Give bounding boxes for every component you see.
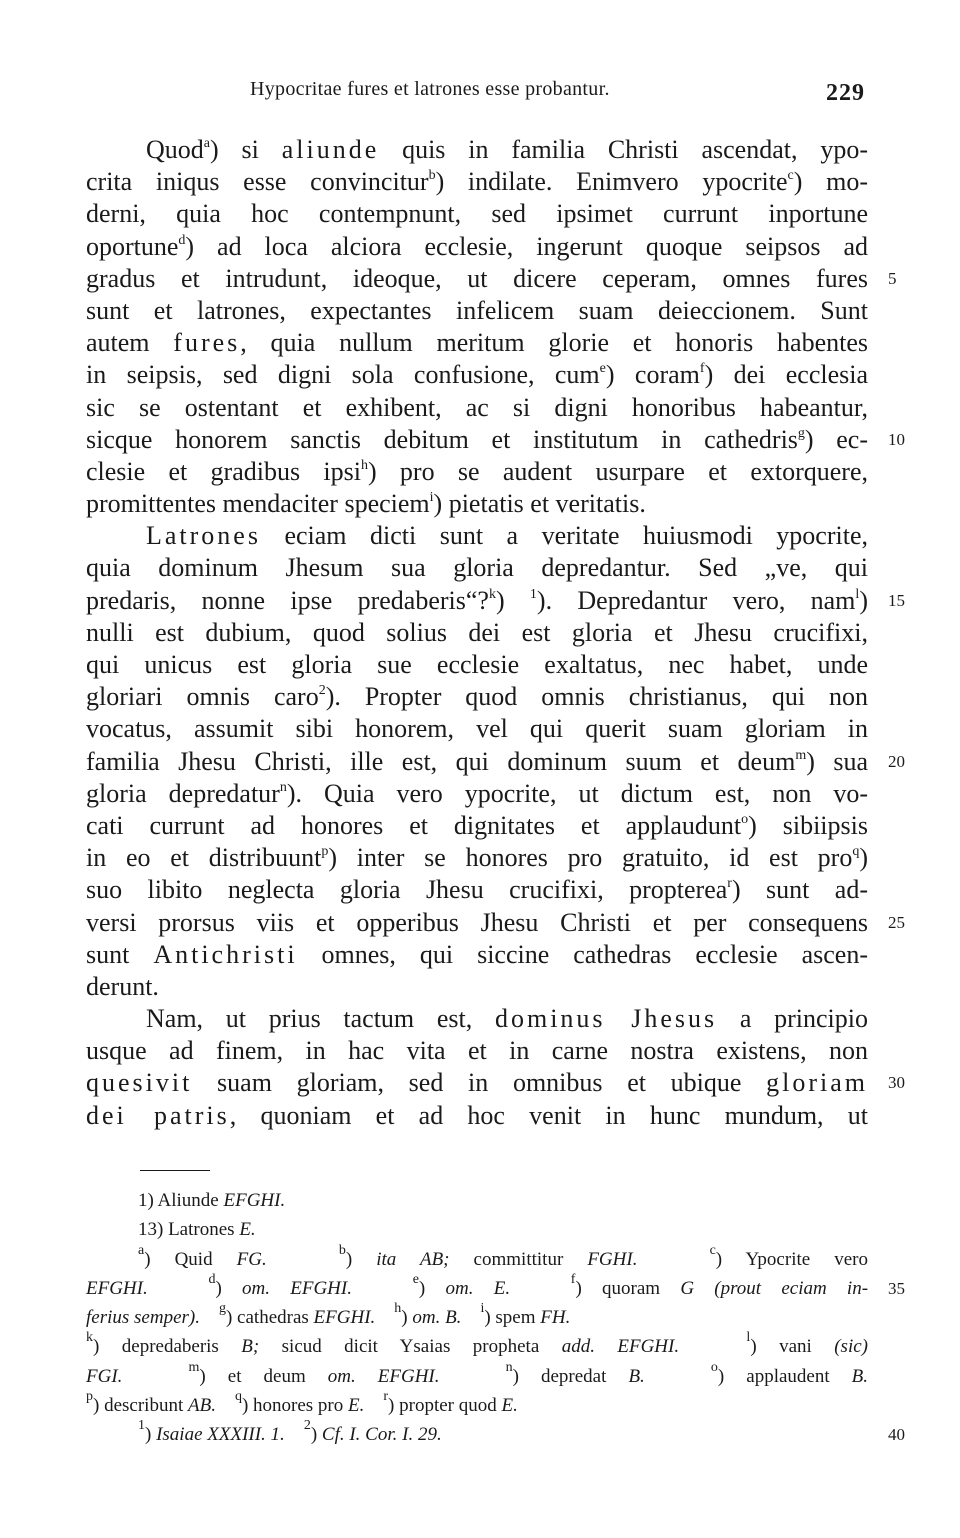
line-number: 25 — [888, 912, 905, 932]
text-line: derunt. — [86, 971, 159, 1001]
text-line: Quod$^a$) si aliunde quis in familia Christi ascendat, ypo- — [146, 135, 868, 164]
footnote-line: $^p$) describunt AB. $^q$) honores pro E. $^r$) propter quod E. — [86, 1389, 518, 1417]
text-line: sic se ostentant et exhibent, ac si digni honoribus habeantur, — [86, 392, 868, 422]
text-line: crita iniqus esse convincitur$^b$) indilate. Enimvero ypocrite$^c$) mo- — [86, 167, 868, 197]
text-line: Latrones eciam dicti sunt a veritate huiusmodi ypocrite, — [146, 521, 868, 551]
line-number: 10 — [888, 429, 905, 449]
footnote-rule — [140, 1170, 210, 1171]
footnote-line: 1) Aliunde EFGHI. — [138, 1190, 286, 1211]
line-number: 5 — [888, 268, 897, 288]
text-line: derni, quia hoc contempnunt, sed ipsimet currunt inportune — [86, 199, 868, 229]
text-line: Nam, ut prius tactum est, dominus Jhesus a principio — [146, 1004, 868, 1034]
text-line: suo libito neglecta gloria Jhesu crucifixi, propterea$^r$) sunt ad- — [86, 875, 868, 905]
footnote-line: FGI. $^m$) et deum om. EFGHI. $^n$) depredat B. $^o$) applaudent B. — [86, 1359, 869, 1387]
text-line: oportune$^d$) ad loca alciora ecclesie, ingerunt quoque seipsos ad — [86, 231, 868, 261]
footnote-line: $^a$) Quid FG. $^b$) ita AB; committitur FGHI. $^c$) Ypocrite vero — [138, 1242, 868, 1270]
footnote-line: $^1$) Isaiae XXXIII. 1. $^2$) Cf. I. Cor. I. 29. 40 — [86, 1420, 868, 1449]
text-line: sunt Antichristi omnes, qui siccine cathedras ecclesie ascen- — [86, 939, 868, 969]
text-line: quesivit suam gloriam, sed in omnibus et ubique gloriam 30 — [86, 1067, 868, 1099]
text-line: in seipsis, sed digni sola confusione, cum$^e$) coram$^f$) dei ecclesia — [86, 360, 869, 390]
text-line: gloriari omnis caro$^2$). Propter quod omnis christianus, qui non — [86, 682, 868, 712]
line-number: 30 — [888, 1073, 905, 1093]
text-line: vocatus, assumit sibi honorem, vel qui querit suam gloriam in — [86, 714, 868, 744]
running-title: Hypocritae fures et latrones esse probantur. — [250, 78, 610, 100]
main-text — [86, 134, 905, 1132]
text-line: autem fures, quia nullum meritum glorie et honoris habentes — [86, 328, 868, 358]
footnotes — [86, 1186, 905, 1450]
text-line: gradus et intrudunt, ideoque, ut dicere ceperam, omnes fures 5 — [86, 263, 868, 295]
footnote-line: $^k$) depredaberis B; sicud dicit Ysaias propheta add. EFGHI. $^l$) vani (sic) — [86, 1330, 868, 1358]
text-line: sicque honorem sanctis debitum et institutum in cathedris$^g$) ec- 10 — [86, 424, 868, 456]
text-line: predaris, nonne ipse predaberis“?$^k$) $^1$). Depredantur vero, nam$^l$) 15 — [86, 585, 868, 617]
text-line: sunt et latrones, expectantes infelicem suam deieccionem. Sunt — [86, 295, 868, 325]
text-line: qui unicus est gloria sue ecclesie exaltatus, nec habet, unde — [86, 650, 868, 679]
text-line: clesie et gradibus ipsi$^h$) pro se audent usurpare et extorquere, — [86, 456, 868, 486]
text-line: gloria depredatur$^n$). Quia vero ypocrite, ut dictum est, non vo- — [86, 778, 868, 808]
text-line: familia Jhesu Christi, ille est, qui dominum suum et deum$^m$) sua 20 — [86, 746, 868, 778]
page-number: 229 — [826, 80, 865, 106]
text-line: quia dominum Jhesum sua gloria depredantur. Sed „ve, qui — [86, 553, 868, 583]
text-line: cati currunt ad honores et dignitates et applaudunt$^o$) sibiipsis — [86, 810, 868, 840]
text-line: promittentes mendaciter speciem$^i$) pietatis et veritatis. — [86, 489, 646, 519]
footnote-line: ferius semper). $^g$) cathedras EFGHI. $^h$) om. B. $^i$) spem FH. — [86, 1301, 571, 1329]
text-line: in eo et distribuunt$^p$) inter se honores pro gratuito, id est pro$^q$) — [86, 843, 868, 873]
footnote-line: EFGHI. $^d$) om. EFGHI. $^e$) om. E. $^f$) quoram G (prout eciam in- 35 — [86, 1274, 868, 1303]
text-line: versi prorsus viis et opperibus Jhesu Christi et per consequens 25 — [86, 907, 868, 939]
footnote-line: 13) Latrones E. — [138, 1219, 256, 1241]
line-number: 20 — [888, 751, 905, 771]
line-number: 15 — [888, 590, 905, 610]
line-number: 40 — [888, 1425, 905, 1445]
text-line: usque ad finem, in hac vita et in carne nostra existens, non — [86, 1036, 868, 1066]
text-line: dei patris, quoniam et ad hoc venit in hunc mundum, ut — [86, 1100, 868, 1130]
text-line: nulli est dubium, quod solius dei est gloria et Jhesu crucifixi, — [86, 617, 868, 647]
line-number: 35 — [888, 1278, 905, 1298]
